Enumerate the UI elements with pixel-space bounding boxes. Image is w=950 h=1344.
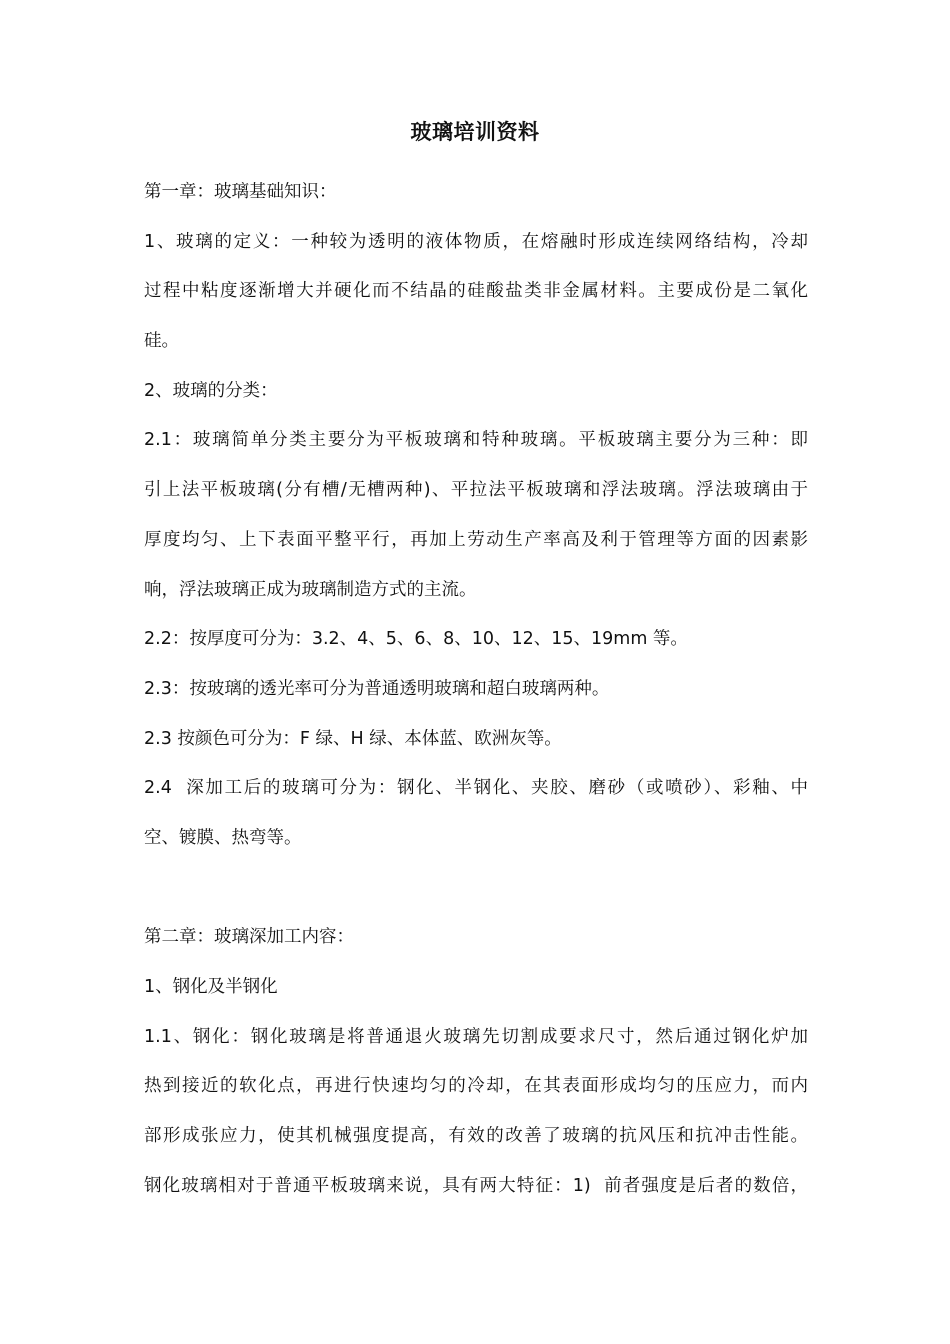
paragraph-line: 2.1：玻璃简单分类主要分为平板玻璃和特种玻璃。平板玻璃主要分为三种：即 bbox=[144, 430, 808, 451]
paragraph-line: 部形成张应力，使其机械强度提高，有效的改善了玻璃的抗风压和抗冲击性能。 bbox=[144, 1126, 808, 1147]
section-heading: 1、钢化及半钢化 bbox=[144, 977, 278, 997]
paragraph-line: 2.4 深加工后的玻璃可分为：钢化、半钢化、夹胶、磨砂（或喷砂）、彩釉、中 bbox=[144, 778, 808, 799]
paragraph-line: 响，浮法玻璃正成为玻璃制造方式的主流。 bbox=[144, 579, 477, 600]
document-title: 玻璃培训资料 bbox=[410, 120, 540, 144]
paragraph-line: 硅。 bbox=[144, 331, 179, 352]
paragraph-line: 热到接近的软化点，再进行快速均匀的冷却，在其表面形成均匀的压应力，而内 bbox=[144, 1076, 808, 1097]
section-heading: 2、玻璃的分类： bbox=[144, 380, 278, 401]
paragraph-line: 2.2：按厚度可分为：3.2、4、5、6、8、10、12、15、19mm 等。 bbox=[144, 629, 688, 650]
paragraph-line: 厚度均匀、上下表面平整平行，再加上劳动生产率高及利于管理等方面的因素影 bbox=[144, 529, 808, 550]
paragraph-line: 空、镀膜、热弯等。 bbox=[144, 827, 302, 848]
paragraph-line: 过程中粘度逐渐增大并硬化而不结晶的硅酸盐类非金属材料。主要成份是二氧化 bbox=[144, 281, 808, 302]
chapter-1-heading: 第一章：玻璃基础知识： bbox=[144, 182, 337, 202]
chapter-2-heading: 第二章：玻璃深加工内容： bbox=[144, 927, 354, 948]
blank-line bbox=[144, 864, 808, 914]
paragraph-line: 引上法平板玻璃(分有槽/无槽两种)、平拉法平板玻璃和浮法玻璃。浮法玻璃由于 bbox=[144, 480, 808, 501]
paragraph-line: 2.3：按玻璃的透光率可分为普通透明玻璃和超白玻璃两种。 bbox=[144, 678, 610, 699]
paragraph-line: 1、玻璃的定义：一种较为透明的液体物质，在熔融时形成连续网络结构，冷却 bbox=[144, 231, 808, 252]
paragraph-line: 1.1、钢化：钢化玻璃是将普通退火玻璃先切割成要求尺寸，然后通过钢化炉加 bbox=[144, 1026, 808, 1047]
paragraph-line: 钢化玻璃相对于普通平板玻璃来说，具有两大特征：1) 前者强度是后者的数倍， bbox=[144, 1175, 808, 1196]
paragraph-line: 2.3 按颜色可分为：F 绿、H 绿、本体蓝、欧洲灰等。 bbox=[144, 728, 562, 749]
document-body bbox=[144, 168, 808, 1211]
